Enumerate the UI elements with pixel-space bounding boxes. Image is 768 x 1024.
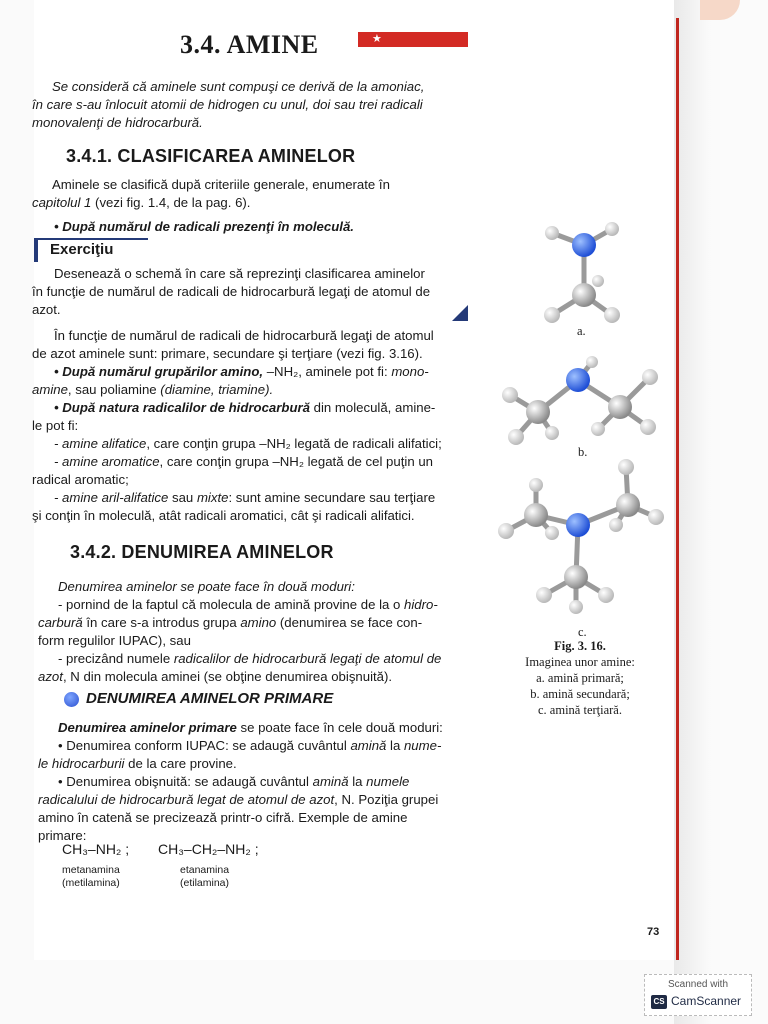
denumire-line-2: - pornind de la faptul că molecula de amină provine de la o hidro- xyxy=(58,597,438,612)
fig-label-c: c. xyxy=(578,625,587,639)
page-edge-shadow xyxy=(674,0,768,1024)
clasificare-bullet: • După numărul de radicali prezenţi în moleculă. xyxy=(54,219,354,234)
body-line-8: - amine aromatice, care conţin grupa –NH₂ legată de cel puţin un xyxy=(54,454,433,469)
primare-line-6: amino în catenă se precizează printr-o cifră. Exemple de amine xyxy=(38,810,408,825)
formula-ethylamine: CH₃–CH₂–NH₂ ; xyxy=(158,841,259,857)
body-line-11: şi conţin în moleculă, atât radicali aromatici, cât şi radicali alifatici. xyxy=(32,508,415,523)
intro-line-3: monovalenţi de hidrocarbură. xyxy=(32,115,203,130)
amine-molecule-models xyxy=(480,215,670,625)
name-ethylamine-common: (etilamina) xyxy=(180,877,230,889)
primare-line-5: radicalului de hidrocarbură legat de atomul de azot, N. Poziţia grupei xyxy=(38,792,439,807)
heading-primare: DENUMIREA AMINELOR PRIMARE xyxy=(86,690,334,707)
body-line-7: - amine alifatice, care conţin grupa –NH₂ legată de radicali alifatici; xyxy=(54,436,442,451)
exercise-line-2: în funcţie de numărul de radicali de hidrocarbură legaţi de atomul de xyxy=(32,284,431,299)
body-line-3: • După numărul grupărilor amino, –NH₂, aminele pot fi: mono- xyxy=(54,364,429,379)
name-methylamine-iupac: metanamina xyxy=(62,864,120,876)
page-number: 73 xyxy=(647,926,660,938)
camscanner-caption: Scanned with xyxy=(667,979,729,990)
primare-line-4: • Denumirea obişnuită: se adaugă cuvântul amină la numele xyxy=(58,774,410,789)
figure-caption-title: Fig. 3. 16. xyxy=(554,639,606,653)
body-line-5: • După natura radicalilor de hidrocarbură din moleculă, amine- xyxy=(54,400,436,415)
figure-caption-line-4: c. amină terţiară. xyxy=(538,703,622,717)
denumire-line-6: azot, N din molecula aminei (se obţine denumirea obişnuită). xyxy=(38,669,393,684)
body-line-4: amine, sau poliamine (diamine, triamine). xyxy=(32,382,274,397)
blue-circle-bullet-icon xyxy=(64,692,79,707)
molecule-c-tertiary-amine xyxy=(498,459,664,614)
exercise-line-1: Desenează o schemă în care să reprezinţi clasificarea aminelor xyxy=(54,266,425,281)
primare-line-3: le hidrocarburii de la care provine. xyxy=(38,756,237,771)
body-line-6: le pot fi: xyxy=(32,418,79,433)
fig-label-a: a. xyxy=(577,324,586,338)
primare-line-7: primare: xyxy=(38,828,87,843)
clasificare-line-1: Aminele se clasifică după criteriile generale, enumerate în xyxy=(52,177,390,192)
margin-red-line xyxy=(676,18,679,960)
denumire-line-3: carbură în care s-a introdus grupa amino (denumirea se face con- xyxy=(38,615,423,630)
figure-caption-line-3: b. amină secundară; xyxy=(530,687,630,701)
intro-line-1: Se consideră că aminele sunt compuşi ce derivă de la amoniac, xyxy=(52,79,425,94)
formula-methylamine: CH₃–NH₂ ; xyxy=(62,841,130,857)
exercise-line-3: azot. xyxy=(32,302,61,317)
exercise-corner-mark xyxy=(452,305,468,321)
body-line-2: de azot aminele sunt: primare, secundare şi terţiare (vezi fig. 3.16). xyxy=(32,346,423,361)
camscanner-logo-icon: CS xyxy=(651,995,667,1009)
molecule-b-secondary-amine xyxy=(502,356,658,445)
denumire-line-1: Denumirea aminelor se poate face în două moduri: xyxy=(58,579,355,594)
figure-caption-line-1: Imaginea unor amine: xyxy=(525,655,635,669)
body-line-9: radical aromatic; xyxy=(32,472,129,487)
exercise-label: Exerciţiu xyxy=(50,241,114,258)
name-ethylamine-iupac: etanamina xyxy=(180,864,230,876)
intro-line-2: în care s-au înlocuit atomii de hidrogen cu unul, doi sau trei radicali xyxy=(32,97,423,112)
fig-label-b: b. xyxy=(578,445,588,459)
title-red-bar: ★ xyxy=(358,32,468,47)
section-title: 3.4. AMINE xyxy=(180,30,319,59)
heading-denumire: 3.4.2. DENUMIREA AMINELOR xyxy=(70,542,334,562)
body-line-10: - amine aril-alifatice sau mixte: sunt amine secundare sau terţiare xyxy=(54,490,436,505)
clasificare-line-2: capitolul 1 (vezi fig. 1.4, de la pag. 6). xyxy=(32,195,251,210)
camscanner-watermark xyxy=(644,974,752,1016)
figure-caption xyxy=(500,638,660,718)
name-methylamine-common: (metilamina) xyxy=(62,877,120,889)
figure-caption-line-2: a. amină primară; xyxy=(536,671,624,685)
camscanner-name: CamScanner xyxy=(671,994,742,1008)
denumire-line-5: - precizând numele radicalilor de hidrocarbură legaţi de atomul de xyxy=(58,651,442,666)
denumire-line-4: form regulilor IUPAC), sau xyxy=(38,633,191,648)
primare-line-2: • Denumirea conform IUPAC: se adaugă cuvântul amină la nume- xyxy=(58,738,442,753)
body-line-1: În funcţie de numărul de radicali de hidrocarbură legaţi de atomul xyxy=(54,328,434,343)
heading-clasificare: 3.4.1. CLASIFICAREA AMINELOR xyxy=(66,146,356,166)
primare-line-1: Denumirea aminelor primare se poate face în cele două moduri: xyxy=(58,720,443,735)
